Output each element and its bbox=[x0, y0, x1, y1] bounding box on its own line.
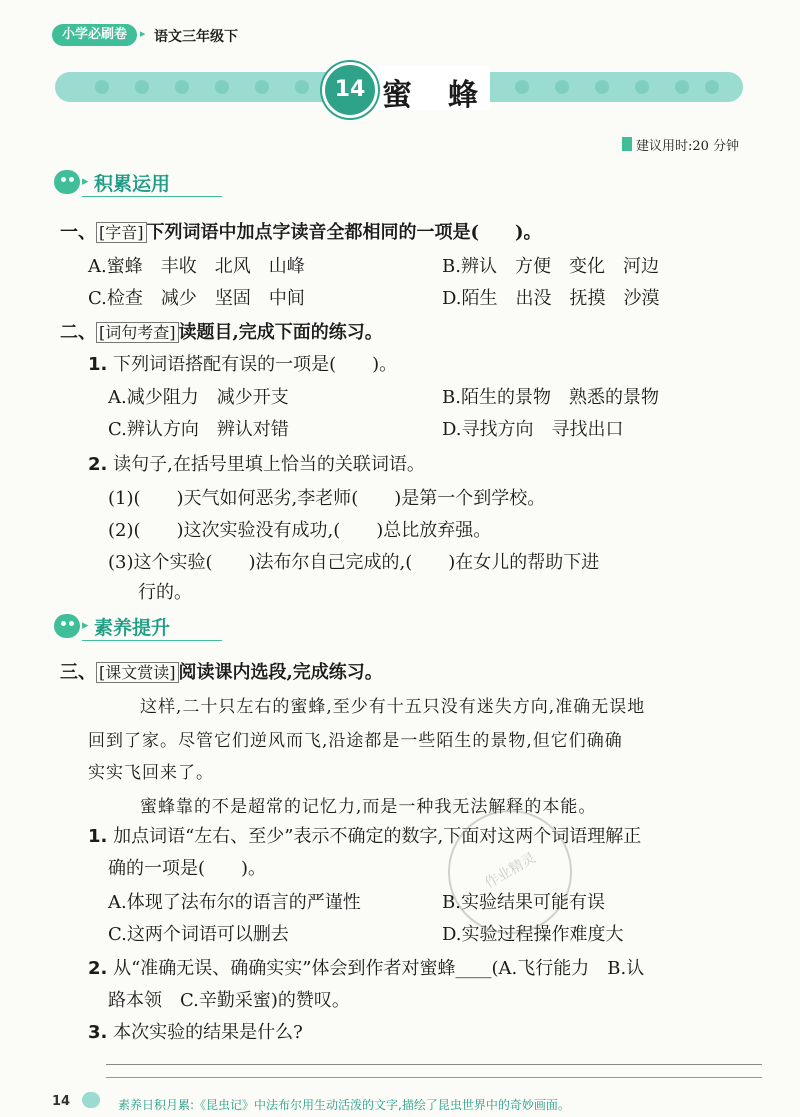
section-dot: ▸ bbox=[82, 174, 89, 189]
option-c: C.辨认方向 辨认对错 bbox=[108, 419, 289, 440]
question-3 bbox=[60, 658, 383, 684]
sub-stem: 加点词语“左右、至少”表示不确定的数字,下面对这两个词语理解正 bbox=[113, 826, 642, 847]
sub-stem-cont: 确的一项是( )。 bbox=[108, 858, 267, 879]
page-number: 14 bbox=[52, 1094, 71, 1109]
time-hint: 建议用时:20 分钟 bbox=[636, 139, 740, 154]
option-d: D.实验过程操作难度大 bbox=[442, 924, 624, 945]
passage-line-2: 回到了家。尽管它们逆风而飞,沿途都是一些陌生的景物,但它们确确 bbox=[88, 731, 623, 751]
question-tag: [词句考查] bbox=[96, 322, 179, 343]
option-b: B.实验结果可能有误 bbox=[442, 892, 605, 913]
bee-icon bbox=[54, 170, 80, 194]
option-b: B.辨认 方便 变化 河边 bbox=[442, 256, 659, 277]
watermark-text: 作业精灵 bbox=[482, 849, 539, 892]
watermark-stamp bbox=[448, 810, 572, 934]
question-stem: 阅读课内选段,完成练习。 bbox=[178, 662, 383, 683]
question-number: 二、 bbox=[60, 322, 96, 343]
subject-label: 语文三年级下 bbox=[154, 29, 238, 45]
answer-line[interactable] bbox=[106, 1064, 762, 1065]
sub-stem: 下列词语搭配有误的一项是( )。 bbox=[113, 354, 398, 375]
option-c: C.这两个词语可以删去 bbox=[108, 924, 289, 945]
option-d: D.寻找方向 寻找出口 bbox=[442, 419, 624, 440]
passage-paragraph-2: 蜜蜂靠的不是超常的记忆力,而是一种我无法解释的本能。 bbox=[140, 797, 597, 817]
section-underline bbox=[82, 196, 222, 197]
subquestion-2-1 bbox=[88, 350, 397, 376]
question-2 bbox=[60, 318, 383, 344]
question-stem: 下列词语中加点字读音全都相同的一项是( )。 bbox=[146, 222, 542, 243]
sub-number: 2. bbox=[88, 454, 108, 475]
subquestion-3-3 bbox=[88, 1018, 303, 1044]
subquestion-3-2 bbox=[88, 954, 644, 980]
passage-line-3: 实实飞回来了。 bbox=[88, 763, 214, 783]
passage-line-1: 这样,二十只左右的蜜蜂,至少有十五只没有迷失方向,准确无误地 bbox=[140, 697, 646, 717]
question-number: 一、 bbox=[60, 222, 96, 243]
sentence-3-cont: 行的。 bbox=[138, 582, 192, 603]
subquestion-2-2 bbox=[88, 450, 425, 476]
section-underline bbox=[82, 640, 222, 641]
question-number: 三、 bbox=[60, 662, 96, 683]
footer-tip: 素养日积月累:《昆虫记》中法布尔用生动活泼的文字,描绘了昆虫世界中的奇妙画面。 bbox=[118, 1098, 570, 1112]
section-dot: ▸ bbox=[82, 618, 89, 633]
footer-rule bbox=[106, 1077, 762, 1078]
question-1 bbox=[60, 218, 542, 244]
option-b: B.陌生的景物 熟悉的景物 bbox=[442, 387, 659, 408]
lesson-number: 14 bbox=[322, 62, 378, 118]
question-tag: [课文赏读] bbox=[96, 662, 179, 683]
sub-number: 1. bbox=[88, 826, 108, 847]
sentence-2: (2)( )这次实验没有成功,( )总比放弃强。 bbox=[108, 520, 492, 541]
sub-number: 1. bbox=[88, 354, 108, 375]
sub-number: 2. bbox=[88, 958, 108, 979]
lesson-title: 蜜蜂 bbox=[382, 78, 514, 113]
sentence-3: (3)这个实验( )法布尔自己完成的,( )在女儿的帮助下进 bbox=[108, 552, 600, 573]
hourglass-icon bbox=[622, 137, 632, 151]
option-a: A.体现了法布尔的语言的严谨性 bbox=[108, 892, 361, 913]
option-a: A.减少阻力 减少开支 bbox=[108, 387, 289, 408]
sub-number: 3. bbox=[88, 1022, 108, 1043]
question-stem: 读题目,完成下面的练习。 bbox=[178, 322, 383, 343]
sub-stem: 本次实验的结果是什么? bbox=[113, 1022, 303, 1043]
sentence-1: (1)( )天气如何恶劣,李老师( )是第一个到学校。 bbox=[108, 488, 546, 509]
option-c: C.检查 减少 坚固 中间 bbox=[88, 288, 305, 309]
brand-badge: 小学必刷卷 bbox=[52, 24, 137, 46]
arrow-icon: ▸ bbox=[140, 27, 146, 40]
option-a: A.蜜蜂 丰收 北风 山峰 bbox=[88, 256, 305, 277]
sub-stem: 从“准确无误、确确实实”体会到作者对蜜蜂____(A.飞行能力 B.认 bbox=[113, 958, 645, 979]
section-title-accumulate: 积累运用 bbox=[94, 173, 171, 195]
sub-stem-cont: 路本领 C.辛勤采蜜)的赞叹。 bbox=[108, 990, 350, 1011]
section-title-literacy: 素养提升 bbox=[94, 617, 171, 639]
question-tag: [字音] bbox=[96, 222, 147, 243]
sub-stem: 读句子,在括号里填上恰当的关联词语。 bbox=[113, 454, 425, 475]
leaf-icon bbox=[82, 1092, 100, 1108]
option-d: D.陌生 出没 抚摸 沙漠 bbox=[442, 288, 660, 309]
bee-icon bbox=[54, 614, 80, 638]
